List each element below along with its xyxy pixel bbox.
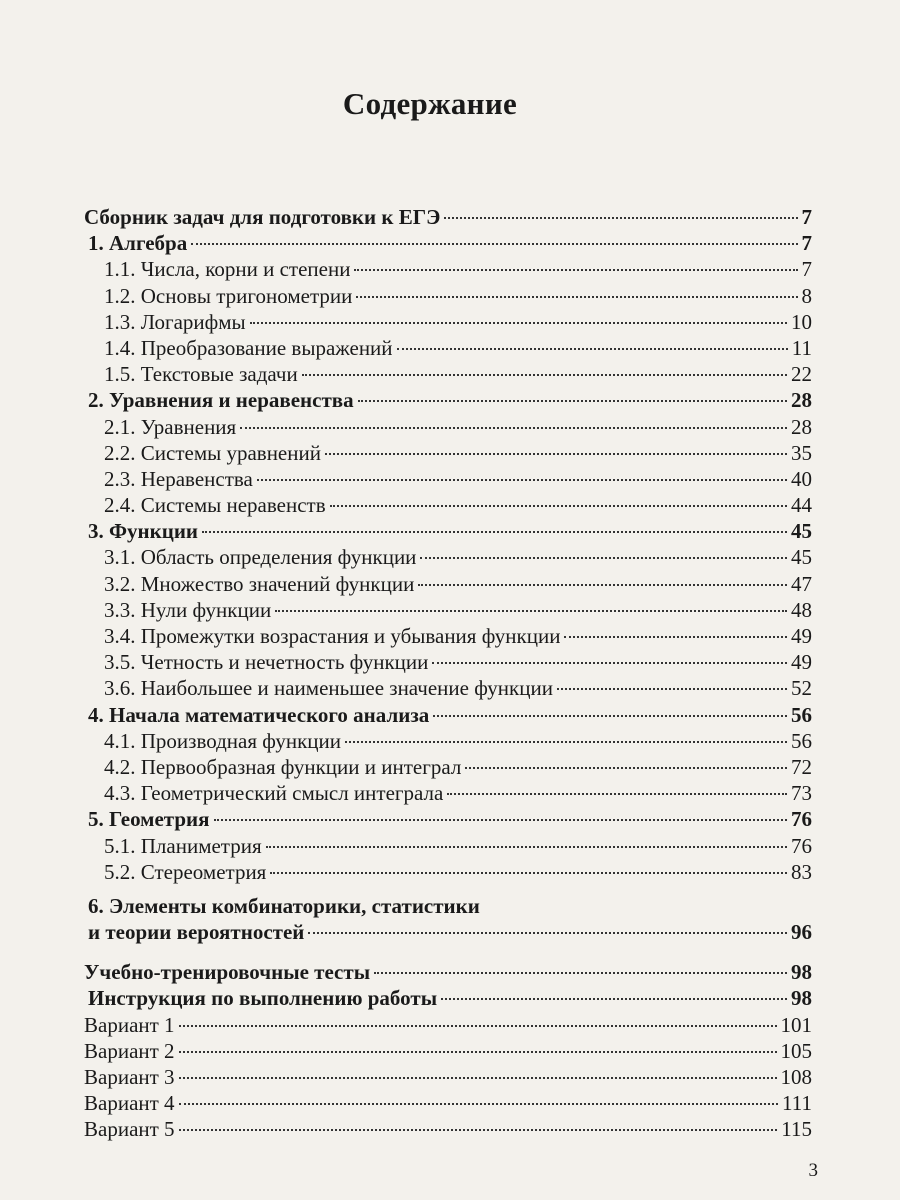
toc-page: 96 — [791, 920, 812, 945]
dot-leader — [179, 1076, 777, 1079]
toc-page: 47 — [791, 571, 812, 596]
toc-label: 2.2. Системы уравнений — [104, 440, 321, 465]
toc-page: 7 — [801, 231, 812, 256]
toc-label: Вариант 3 — [84, 1065, 175, 1089]
toc-entry-5-1 — [84, 833, 812, 859]
toc-label: 4.2. Первообразная функции и интеграл — [104, 754, 462, 779]
toc-entry-functions — [84, 518, 812, 544]
toc-entry-variant-1 — [84, 1012, 812, 1038]
toc-entry-1-1 — [84, 256, 812, 282]
toc-label: 1.3. Логарифмы — [104, 309, 246, 334]
toc-label: 3.6. Наибольшее и наименьшее значение функции — [104, 676, 553, 701]
toc-entry-analysis — [84, 702, 812, 728]
toc-page: 10 — [791, 309, 812, 334]
dot-leader — [179, 1024, 777, 1027]
dot-leader — [191, 242, 797, 245]
dot-leader — [179, 1050, 777, 1053]
dot-leader — [420, 556, 787, 559]
toc-entry-5-2 — [84, 859, 812, 885]
dot-leader — [557, 687, 787, 690]
toc-page: 28 — [791, 414, 812, 439]
dot-leader — [250, 321, 787, 324]
toc-page: 56 — [791, 702, 812, 727]
toc-label: Вариант 4 — [84, 1091, 175, 1116]
toc-label: 1.2. Основы тригонометрии — [104, 283, 353, 308]
toc-label: Инструкция по выполнению работы — [88, 986, 438, 1011]
dot-leader — [432, 661, 787, 664]
toc-page: 7 — [801, 257, 812, 282]
toc-label: 2. Уравнения и неравенства — [88, 388, 354, 413]
toc-entry-3-6 — [84, 675, 812, 701]
toc-entry-variant-2 — [84, 1038, 812, 1064]
toc-entry-3-2 — [84, 571, 812, 597]
toc-entry-combinatorics-line1: 6. Элементы комбинаторики, статистики — [88, 893, 480, 918]
toc-entry-1-3 — [84, 309, 812, 335]
toc-entry-variant-3 — [84, 1064, 812, 1090]
toc-label: 2.3. Неравенства — [104, 466, 253, 491]
dot-leader — [302, 373, 787, 376]
dot-leader — [308, 931, 787, 934]
toc-entry-2-4 — [84, 492, 812, 518]
page-number: 3 — [808, 1160, 818, 1181]
toc-page: 76 — [791, 833, 812, 858]
toc-label: 4. Начала математического анализа — [88, 702, 430, 727]
toc-label: 1. Алгебра — [88, 231, 188, 256]
toc-label: 2.1. Уравнения — [104, 414, 237, 439]
dot-leader — [275, 609, 787, 612]
toc-entry-geometry — [84, 806, 812, 832]
dot-leader — [444, 216, 797, 219]
toc-entry-equations — [84, 387, 812, 413]
toc-label: 1.5. Текстовые задачи — [104, 362, 298, 387]
toc-entry-variant-4 — [84, 1090, 812, 1116]
dot-leader — [345, 740, 787, 743]
dot-leader — [397, 347, 788, 350]
dot-leader — [374, 971, 787, 974]
toc-entry-2-3 — [84, 466, 812, 492]
toc-entry-4-3 — [84, 780, 812, 806]
toc-entry-3-5 — [84, 649, 812, 675]
page-title: Содержание — [342, 86, 518, 121]
toc-label: 3.5. Четность и нечетность функции — [104, 650, 429, 675]
toc-label: 4.1. Производная функции — [104, 728, 342, 753]
dot-leader — [356, 295, 797, 298]
dot-leader — [325, 452, 787, 455]
dot-leader — [179, 1128, 778, 1131]
toc-page: 52 — [791, 676, 812, 701]
toc-label: Учебно-тренировочные тесты — [84, 960, 371, 985]
toc-page: 44 — [791, 493, 812, 518]
toc-label: 2.4. Системы неравенств — [104, 493, 326, 518]
toc-entry-1-5 — [84, 361, 812, 387]
toc-page: 45 — [791, 519, 812, 544]
toc-label: Вариант 2 — [84, 1038, 175, 1063]
toc-page: 28 — [791, 388, 812, 413]
toc-entry-tests — [84, 959, 812, 985]
toc-page: 83 — [791, 859, 812, 884]
dot-leader — [214, 818, 787, 821]
toc-entry-variant-5 — [84, 1116, 812, 1142]
dot-leader — [179, 1102, 778, 1105]
toc-entry-3-3 — [84, 597, 812, 623]
toc-page: 49 — [791, 650, 812, 675]
toc-page: 56 — [791, 728, 812, 753]
toc-label: 3.4. Промежутки возрастания и убывания функции — [104, 624, 561, 648]
toc-label: Сборник задач для подготовки к ЕГЭ — [84, 205, 441, 229]
toc-label: 3.2. Множество значений функции — [104, 571, 415, 596]
dot-leader — [354, 268, 797, 271]
dot-leader — [433, 714, 787, 717]
toc-page: 35 — [791, 440, 812, 465]
toc-page: 49 — [791, 624, 812, 648]
toc-page: 98 — [791, 986, 812, 1011]
toc-page: 22 — [791, 362, 812, 387]
toc-page: 45 — [791, 545, 812, 570]
toc-label: 3.1. Область определения функции — [104, 545, 417, 570]
toc-label: 1.1. Числа, корни и степени — [104, 257, 351, 282]
toc-page: 72 — [791, 754, 812, 779]
toc-page: 101 — [780, 1012, 812, 1037]
toc-label: и теории вероятностей — [88, 920, 305, 945]
toc-page: 8 — [801, 283, 812, 308]
toc-entry-algebra — [84, 230, 812, 256]
toc-entry-combinatorics — [84, 919, 812, 945]
toc-entry-instructions — [84, 985, 812, 1011]
toc-page: 98 — [791, 960, 812, 985]
toc-page: 108 — [780, 1065, 812, 1089]
toc-entry-2-1 — [84, 414, 812, 440]
toc-page: 115 — [781, 1117, 812, 1142]
toc-entry-1-4 — [84, 335, 812, 361]
dot-leader — [202, 530, 787, 533]
dot-leader — [266, 845, 787, 848]
toc-label: 5.2. Стереометрия — [104, 859, 267, 884]
toc-page: 105 — [780, 1038, 812, 1063]
toc-label: Вариант 5 — [84, 1117, 175, 1142]
dot-leader — [447, 792, 787, 795]
toc-label: 5.1. Планиметрия — [104, 833, 262, 858]
toc-entry-1-2 — [84, 283, 812, 309]
toc-label: 1.4. Преобразование выражений — [104, 335, 393, 360]
dot-leader — [240, 426, 787, 429]
toc-label: 3.3. Нули функции — [104, 597, 272, 622]
toc-page: 11 — [791, 335, 812, 360]
toc-entry-3-1 — [84, 544, 812, 570]
dot-leader — [418, 583, 787, 586]
toc-entry-2-2 — [84, 440, 812, 466]
toc-label: 3. Функции — [88, 519, 199, 544]
dot-leader — [257, 478, 787, 481]
dot-leader — [270, 871, 787, 874]
table-of-contents — [84, 204, 812, 1143]
toc-label: 5. Геометрия — [88, 807, 210, 832]
toc-page: 48 — [791, 597, 812, 622]
dot-leader — [564, 635, 787, 638]
toc-page: 76 — [791, 807, 812, 832]
toc-entry-4-2 — [84, 754, 812, 780]
toc-entry-3-4 — [84, 623, 812, 649]
dot-leader — [465, 766, 787, 769]
toc-label: 4.3. Геометрический смысл интеграла — [104, 781, 444, 806]
toc-page: 111 — [782, 1091, 812, 1116]
dot-leader — [330, 504, 787, 507]
dot-leader — [441, 997, 787, 1000]
toc-entry-4-1 — [84, 728, 812, 754]
dot-leader — [358, 399, 787, 402]
toc-page: 73 — [791, 781, 812, 806]
toc-label: Вариант 1 — [84, 1012, 175, 1037]
toc-entry-collection — [84, 204, 812, 230]
toc-page: 40 — [791, 466, 812, 491]
toc-page: 7 — [801, 205, 812, 229]
